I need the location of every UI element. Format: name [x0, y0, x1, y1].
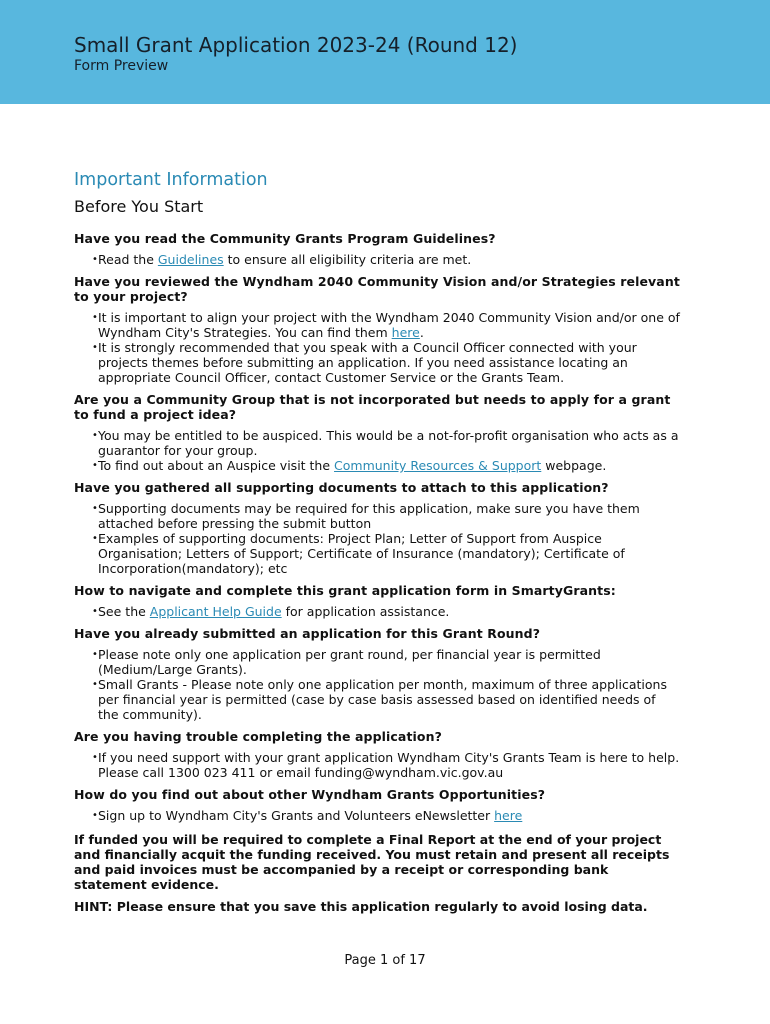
form-subtitle: Form Preview: [74, 58, 169, 74]
bullet-list: [74, 310, 680, 385]
bullet-icon: •: [92, 430, 98, 441]
item-link[interactable]: Guidelines: [157, 252, 224, 267]
item-link[interactable]: Community Resources & Support: [334, 458, 542, 473]
list-item: [74, 647, 680, 677]
item-text: Small Grants - Please note only one application per month, maximum of three applications per financial year is permitted (case by case basis assessed based on identified needs of the community).: [98, 677, 667, 722]
list-item: [74, 310, 680, 340]
list-item: [74, 531, 680, 576]
bullet-list: [74, 750, 680, 780]
list-item: [74, 501, 680, 531]
item-text: Please note only one application per grant round, per financial year is permitted (Medium/Large Grants).: [98, 647, 601, 677]
bullet-icon: •: [92, 312, 98, 323]
form-title: Small Grant Application 2023-24 (Round 12): [74, 33, 518, 57]
bullet-list: [74, 604, 680, 619]
bullet-icon: •: [92, 810, 98, 821]
item-text-end: to ensure all eligibility criteria are met.: [223, 252, 472, 267]
bullet-list: [74, 252, 680, 267]
question-heading: How to navigate and complete this grant application form in SmartyGrants:: [74, 583, 616, 598]
bullet-list: [74, 647, 680, 722]
item-text-end: for application assistance.: [281, 604, 450, 619]
item-link[interactable]: here: [391, 325, 420, 340]
question-heading: Have you read the Community Grants Program Guidelines?: [74, 231, 496, 246]
item-link[interactable]: here: [494, 808, 523, 823]
bullet-list: [74, 428, 680, 473]
question-heading: Have you reviewed the Wyndham 2040 Community Vision and/or Strategies relevant to your project?: [74, 274, 680, 304]
list-item: [74, 677, 680, 722]
question-heading: Have you gathered all supporting documents to attach to this application?: [74, 480, 609, 495]
bullet-icon: •: [92, 649, 98, 660]
question-heading: Have you already submitted an application for this Grant Round?: [74, 626, 541, 641]
bullet-list: [74, 808, 680, 823]
item-text: Sign up to Wyndham City's Grants and Volunteers eNewsletter: [98, 808, 495, 823]
item-text-end: webpage.: [541, 458, 607, 473]
list-item: [74, 252, 680, 267]
item-text: Supporting documents may be required for this application, make sure you have them attached before pressing the submit button: [98, 501, 640, 531]
bullet-icon: •: [92, 606, 98, 617]
bullet-icon: •: [92, 342, 98, 353]
item-link[interactable]: Applicant Help Guide: [149, 604, 282, 619]
item-text: It is strongly recommended that you speak with a Council Officer connected with your projects themes before submitting an application. If you need assistance locating an appropriate Council Officer, contact Customer Service or the Grants Team.: [98, 340, 637, 385]
save-hint: HINT: Please ensure that you save this application regularly to avoid losing data.: [74, 899, 648, 914]
bullet-icon: •: [92, 679, 98, 690]
main-content: [74, 170, 680, 914]
item-text: To find out about an Auspice visit the: [98, 458, 335, 473]
bullet-icon: •: [92, 533, 98, 544]
section-heading: Important Information: [74, 170, 268, 190]
bullet-icon: •: [92, 254, 98, 265]
header-banner: [0, 0, 770, 104]
list-item: [74, 808, 680, 823]
item-text: If you need support with your grant application Wyndham City's Grants Team is here to help. Please call 1300 023 411 or email funding@wyndham.vic.gov.au: [98, 750, 680, 780]
item-text-end: .: [419, 325, 424, 340]
page-number: Page 1 of 17: [344, 953, 426, 968]
list-item: [74, 458, 680, 473]
question-heading: Are you a Community Group that is not incorporated but needs to apply for a grant to fund a project idea?: [74, 392, 671, 422]
list-item: [74, 428, 680, 458]
question-heading: How do you find out about other Wyndham Grants Opportunities?: [74, 787, 546, 802]
item-text: See the: [98, 604, 150, 619]
item-text: Examples of supporting documents: Project Plan; Letter of Support from Auspice Organisation; Letters of Support; Certificate of Insurance (mandatory); Certificate of Incorporation(mandatory); etc: [98, 531, 625, 576]
list-item: [74, 340, 680, 385]
bullet-icon: •: [92, 752, 98, 763]
item-text: Read the: [98, 252, 158, 267]
final-report-notice: If funded you will be required to complete a Final Report at the end of your project and financially acquit the funding received. You must retain and present all receipts and paid invoices must be accompanied by a receipt or corresponding bank statement evidence.: [74, 832, 670, 892]
list-item: [74, 604, 680, 619]
question-heading: Are you having trouble completing the application?: [74, 729, 442, 744]
list-item: [74, 750, 680, 780]
bullet-icon: •: [92, 503, 98, 514]
item-text: It is important to align your project with the Wyndham 2040 Community Vision and/or one of Wyndham City's Strategies. You can find them: [98, 310, 680, 340]
bullet-list: [74, 501, 680, 576]
item-text: You may be entitled to be auspiced. This would be a not-for-profit organisation who acts as a guarantor for your group.: [98, 428, 679, 458]
section-subheading: Before You Start: [74, 197, 204, 216]
bullet-icon: •: [92, 460, 98, 471]
info-blocks: [74, 231, 680, 823]
